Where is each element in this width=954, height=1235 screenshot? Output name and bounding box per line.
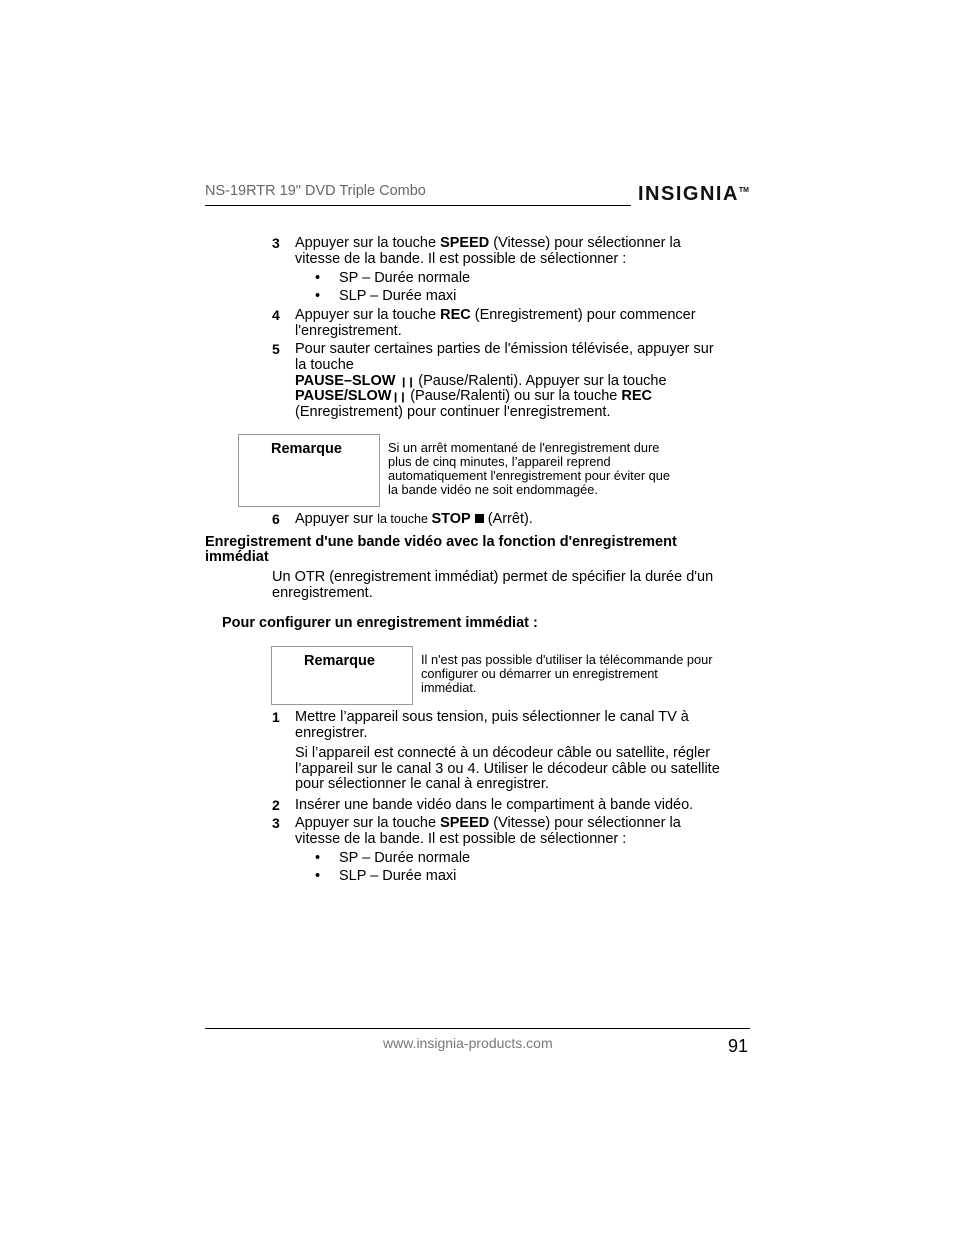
step-number: 1 bbox=[272, 709, 280, 725]
step-number: 5 bbox=[272, 341, 280, 357]
step-number: 6 bbox=[272, 511, 280, 527]
note-text: Il n'est pas possible d'utiliser la télécommande pour bbox=[421, 652, 713, 667]
bullet-mark: • bbox=[315, 850, 321, 866]
step-text: l’appareil sur le canal 3 ou 4. Utiliser le décodeur câble ou satellite bbox=[295, 761, 720, 777]
step-text: Insérer une bande vidéo dans le compartiment à bande vidéo. bbox=[295, 797, 694, 813]
subheading: Pour configurer un enregistrement immédiat : bbox=[222, 615, 538, 631]
step-text: (Enregistrement) pour continuer l'enregistrement. bbox=[295, 404, 611, 420]
intro-text: Un OTR (enregistrement immédiat) permet de spécifier la durée d'un bbox=[272, 569, 714, 585]
step-number: 4 bbox=[272, 307, 280, 323]
bullet-mark: • bbox=[315, 868, 321, 884]
step-text: l'enregistrement. bbox=[295, 323, 402, 339]
insignia-logo bbox=[638, 183, 749, 206]
header-rule bbox=[205, 205, 631, 206]
note-text: configurer ou démarrer un enregistrement bbox=[421, 666, 658, 681]
step-number: 3 bbox=[272, 235, 280, 251]
step-text: Appuyer sur la touche SPEED (Vitesse) pour sélectionner la bbox=[295, 815, 681, 831]
step-text: Appuyer sur la touche SPEED (Vitesse) pour sélectionner la bbox=[295, 235, 681, 251]
logo-trademark: TM bbox=[738, 187, 750, 194]
bullet-mark: • bbox=[315, 270, 321, 286]
step-text: Mettre l’appareil sous tension, puis sélectionner le canal TV à bbox=[295, 709, 689, 725]
note-label: Remarque bbox=[304, 653, 375, 669]
header-title: NS-19RTR 19" DVD Triple Combo bbox=[205, 183, 426, 199]
bullet-mark: • bbox=[315, 288, 321, 304]
step-text: Si l’appareil est connecté à un décodeur câble ou satellite, régler bbox=[295, 745, 711, 761]
stop-icon bbox=[475, 514, 484, 523]
page-number: 91 bbox=[728, 1036, 749, 1056]
note-text: la bande vidéo ne soit endommagée. bbox=[388, 482, 598, 497]
logo-text: INSIGNIA bbox=[638, 183, 739, 205]
footer-url[interactable]: www.insignia-products.com bbox=[383, 1035, 553, 1051]
bullet-item: SP – Durée normale bbox=[339, 270, 471, 286]
step-number: 2 bbox=[272, 797, 280, 813]
intro-text: enregistrement. bbox=[272, 585, 373, 601]
step-text: vitesse de la bande. Il est possible de sélectionner : bbox=[295, 831, 627, 847]
bullet-item: SLP – Durée maxi bbox=[339, 868, 457, 884]
step-text: pour sélectionner le canal à enregistrer. bbox=[295, 776, 549, 792]
step-text: Appuyer sur la touche STOP (Arrêt). bbox=[295, 511, 533, 527]
bullet-item: SP – Durée normale bbox=[339, 850, 471, 866]
note-text: plus de cinq minutes, l’appareil reprend bbox=[388, 454, 611, 469]
step-text: la touche bbox=[295, 357, 354, 373]
bullet-item: SLP – Durée maxi bbox=[339, 288, 457, 304]
footer-rule bbox=[205, 1028, 750, 1029]
step-text: Pour sauter certaines parties de l'émission télévisée, appuyer sur bbox=[295, 341, 714, 357]
step-text: Appuyer sur la touche REC (Enregistrement) pour commencer bbox=[295, 307, 696, 323]
step-text: enregistrer. bbox=[295, 725, 368, 741]
note-text: Si un arrêt momentané de l'enregistrement dure bbox=[388, 440, 660, 455]
step-text: PAUSE–SLOW ❙❙ (Pause/Ralenti). Appuyer sur la touche bbox=[295, 373, 667, 389]
pause-icon: ❙❙ bbox=[399, 377, 415, 388]
section-heading: Enregistrement d'une bande vidéo avec la fonction d'enregistrement bbox=[205, 534, 677, 550]
section-heading: immédiat bbox=[205, 549, 269, 565]
step-text: PAUSE/SLOW❙❙ (Pause/Ralenti) ou sur la touche REC bbox=[295, 388, 652, 404]
note-text: automatiquement l'enregistrement pour éviter que bbox=[388, 468, 671, 483]
step-number: 3 bbox=[272, 815, 280, 831]
step-text: vitesse de la bande. Il est possible de sélectionner : bbox=[295, 251, 627, 267]
pause-icon: ❙❙ bbox=[391, 392, 407, 403]
note-label: Remarque bbox=[271, 441, 342, 457]
note-text: immédiat. bbox=[421, 680, 477, 695]
